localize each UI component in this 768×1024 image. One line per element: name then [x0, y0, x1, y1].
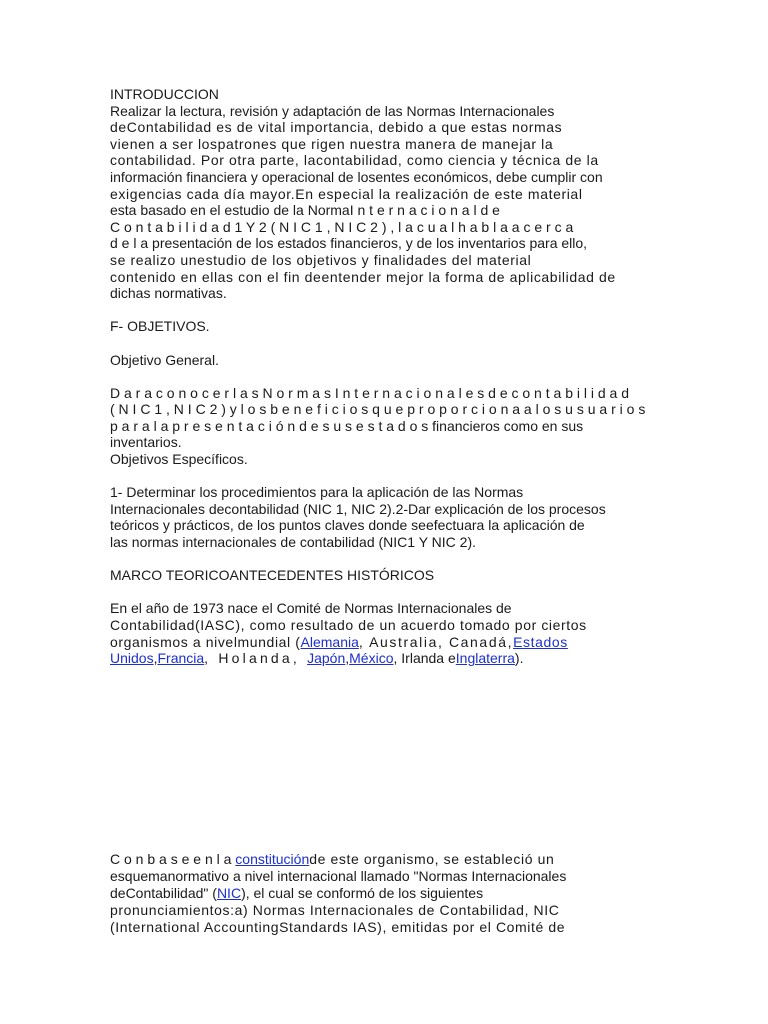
document-body-continued — [110, 851, 670, 936]
objetivo-especifico-line: teóricos y prácticos, de los puntos claves donde seefectuara la aplicación de — [110, 517, 585, 534]
bottom-text: deContabilidad" ( — [110, 885, 217, 901]
link-mexico[interactable]: México — [349, 650, 394, 667]
intro-line: información financiera y operacional de losentes económicos, debe cumplir con — [110, 168, 603, 185]
objetivo-general-line: p a r a l a p r e s e n t a c i ó n d e s u s e s t a d o s financieros como en sus — [110, 417, 584, 434]
marco-text: , Australia, Canadá, — [358, 633, 514, 650]
bottom-line: (International AccountingStandards IAS), emitidas por el Comité de — [110, 919, 566, 935]
link-alemania[interactable]: Alemania — [300, 633, 359, 650]
intro-line: contabilidad. Por otra parte, lacontabilidad, como ciencia y técnica de la — [110, 152, 599, 169]
objetivo-general-line: inventarios. — [110, 434, 182, 451]
intro-heading: INTRODUCCION — [110, 86, 219, 102]
link-francia[interactable]: Francia — [157, 650, 205, 667]
document-body — [110, 86, 662, 667]
bottom-text: C o n b a s e e n l a — [110, 851, 236, 867]
objetivo-especifico-line: las normas internacionales de contabilidad (NIC1 Y NIC 2). — [110, 534, 477, 551]
bottom-line: pronunciamientos:a) Normas Internacionales de Contabilidad, NIC — [110, 902, 560, 918]
marco-line-links — [110, 650, 662, 667]
bottom-line-links — [110, 851, 670, 868]
intro-line: se realizo unestudio de los objetivos y finalidades del material — [110, 251, 532, 268]
marco-text: organismos a nivelmundial ( — [110, 633, 301, 650]
marco-line: Contabilidad(IASC), como resultado de un acuerdo tomado por ciertos — [110, 617, 587, 633]
link-estados-unidos-1[interactable]: Estados — [513, 633, 568, 650]
bottom-text: ), el cual se conformó de los siguientes — [241, 885, 484, 901]
link-estados-unidos-2[interactable]: Unidos — [110, 650, 154, 667]
intro-line: vienen a ser lospatrones que rigen nuestra manera de manejar la — [110, 135, 554, 152]
marco-text: , Irlanda e — [393, 650, 456, 667]
marco-text: , — [153, 650, 158, 667]
marco-text: , — [345, 650, 350, 667]
intro-line: exigencias cada día mayor.En especial la realización de este material — [110, 185, 583, 202]
bottom-line: esquemanormativo a nivel internacional llamado "Normas Internacionales — [110, 868, 567, 884]
objetivo-especifico-line: Internacionales decontabilidad (NIC 1, NIC 2).2-Dar explicación de los procesos — [110, 500, 606, 517]
intro-line: deContabilidad es de vital importancia, debido a que estas normas — [110, 119, 563, 136]
objetivos-heading: F- OBJETIVOS. — [110, 318, 210, 335]
marco-line: En el año de 1973 nace el Comité de Normas Internacionales de — [110, 600, 512, 617]
bottom-line-links — [110, 885, 670, 902]
intro-line: contenido en ellas con el fin deentender mejor la forma de aplicabilidad de — [110, 268, 616, 285]
intro-line: C o n t a b i l i d a d 1 Y 2 ( N I C 1 , N I C 2 ) , l a c u a l h a b l a a c e r c a — [110, 218, 574, 235]
intro-line: Realizar la lectura, revisión y adaptación de las Normas Internacionales — [110, 102, 555, 119]
link-nic[interactable]: NIC — [216, 885, 242, 901]
objetivo-general-line: D a r a c o n o c e r l a s N o r m a s I n t e r n a c i o n a l e s d e c o n t a b i l i d a d — [110, 384, 630, 401]
link-constitucion[interactable]: constitución — [235, 851, 310, 867]
marco-heading: MARCO TEORICOANTECEDENTES HISTÓRICOS — [110, 567, 435, 584]
objetivo-general-heading: Objetivo General. — [110, 351, 219, 368]
marco-text: ). — [514, 650, 524, 667]
intro-line: dichas normativas. — [110, 285, 227, 302]
bottom-text: de este organismo, se estableció un — [309, 851, 555, 867]
link-japon[interactable]: Japón — [307, 650, 346, 667]
intro-line: d e l a presentación de los estados financieros, y de los inventarios para ello, — [110, 235, 588, 252]
intro-line: esta basado en el estudio de la NormaI n t e r n a c i o n a l d e — [110, 202, 500, 219]
link-inglaterra[interactable]: Inglaterra — [455, 650, 515, 667]
marco-line-links — [110, 634, 662, 651]
objetivos-especificos-heading: Objetivos Específicos. — [110, 451, 248, 468]
objetivo-general-line: ( N I C 1 , N I C 2 ) y l o s b e n e f i c i o s q u e p r o p o r c i o n a a l o s u s u a r i o s — [110, 401, 646, 418]
objetivo-especifico-line: 1- Determinar los procedimientos para la aplicación de las Normas — [110, 484, 524, 501]
marco-text: , Holanda, — [204, 650, 308, 667]
